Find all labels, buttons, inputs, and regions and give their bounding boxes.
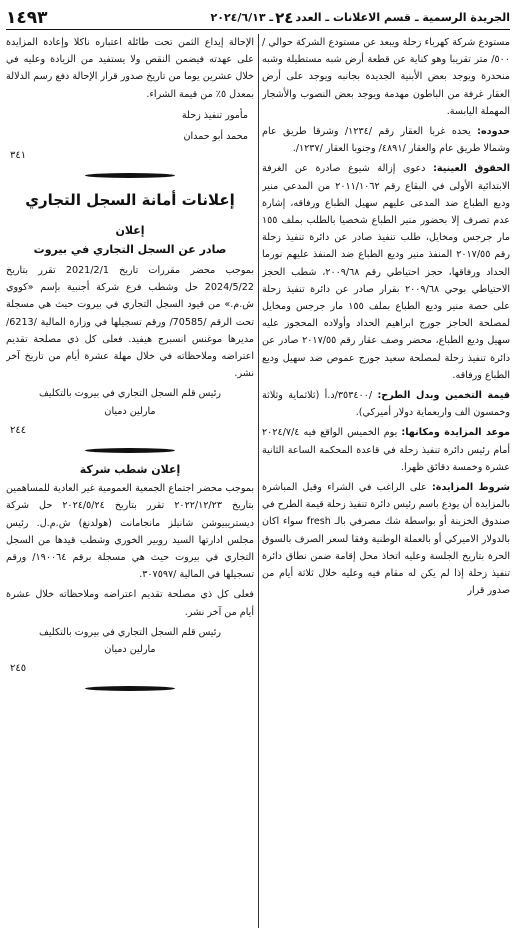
auction-date-text: يوم الخميس الواقع فيه ٢٠٢٤/٧/٤ أمام رئيس دائرة تنفيذ زحلة في قاعدة المحكمة الساعة الثانية عشرة وخمسة دقائق ظهرا. [262, 427, 510, 473]
notice-number-245: ٢٤٥ [10, 663, 27, 675]
separator-ornament [6, 168, 254, 182]
issue-number: ٢٤ [275, 8, 294, 27]
notice1-heading: إعلان [115, 223, 145, 237]
valuation-paragraph [262, 387, 510, 421]
separator-ornament [6, 682, 254, 696]
notice1-subheading: صادر عن السجل التجاري في بيروت [33, 242, 227, 256]
issue-date: ـ ٢٠٢٤/٦/١٣ [210, 11, 274, 24]
valuation-label: قيمة التخمين وبدل الطرح: [377, 390, 510, 402]
notice2-signature-title: رئيس قلم السجل التجاري في بيروت بالتكليف [38, 626, 222, 638]
left-column [6, 34, 254, 930]
notice2-heading: إعلان شطب شركة [79, 463, 181, 477]
notice2-body-objections: فعلى كل ذي مصلحة تقديم اعتراضه وملاحظاته خلال عشرة أيام من آخر نشر. [6, 589, 254, 618]
page-header [6, 6, 510, 30]
notice1-body: بموجب محضر مقررات تاريخ 2021/2/1 تقرر بتاريخ 2024/5/22 حل وشطب فرع شركة أجنبية بإسم «كووي ش.م.» من قيود السجل التجاري في بيروت حيث هي مسجلة تحت الرقم /70585/ ورقم تسجيلها في وزارة المالية /6213/ مديرها موغنس انسبرج هيفيد. فعلى كل ذي مصلحة تقديم اعتراضه وملاحظاته في خلال مهلة عشرة أيام من تاريخ آخر نشر. [6, 265, 254, 380]
execution-officer-name: محمد أبو حمدان [183, 131, 248, 143]
notice1-signature-name: مارلين دميان [104, 405, 156, 417]
execution-officer-title: مأمور تنفيذ زحلة [181, 109, 248, 121]
auction-date-label: موعد المزايدة ومكانها: [401, 427, 510, 439]
auction-date-paragraph [262, 424, 510, 476]
valuation-text: /٣٥٣٤٠٠/د.أ (ثلاثماية وثلاثة وخمسون الف واربعماية دولار أميركي). [262, 390, 510, 419]
notice2-body: بموجب محضر اجتماع الجمعية العمومية غير العادية للمساهمين بتاريخ ٢٠٢٢/١٢/٢٣ تقرر بتاريخ ٢٠٢٤/٥/٢٤ حل شركة ديستريبيوشن شانيلز مانجامانت (هولدنغ) ش.م.ل. رئيس مجلس ادارتها السيد روبير الخوري وشطب قيدها من السجل التجاري في بيروت حيث هي مسجلة برقم ١٩٠٠٦٤/ ورقم تسجيلها في المالية /٣٠٧٥٩٧. [6, 483, 254, 581]
header-title-group [211, 9, 510, 27]
section-title: إعلانات أمانة السجل التجاري [25, 191, 235, 210]
column-divider [258, 34, 259, 928]
real-rights-text: دعوى إزالة شيوع صادرة عن الغرفة الابتدائية الأولى في البقاع رقم ٢٠١١/١٠٦٢ من المدعي منير وديع الطباع ضد المدعى عليهم سهيل الطباع ورفاقه، إشارة عدم تصرف إلا بحضور منير الطباع شخصيا بالطلب بملف ١٥٥ مار جرجس ومخايل، طلب تنفيذ صادر عن دائرة تنفيذ زحلة رقم ٢٠١٧/٥٥ المنفذ منير وديع الطباع ضد المنفذ عليهم نورما الحداد ورفاقها، حجز احتياطي رقم ٢٠٠٩/٦٨، شطب الحجز الاحتياطي بوحي ٢٠٠٩/٦٨ بقرار صادر عن دائرة تنفيذ زحلة على حصة منير وديع الطباع بملف ١٥٥ مار جرجس ومخايل لمصلحة الحاجز جورج ابراهيم الحداد وأولاده المحجوز عليه سهيل وديع الطباع، محضر وصف عقار رقم ٢٠١٧/٥٥ صادر عن دائرة تنفيذ زحلة لمصلحة سعيد جورج عموص ضد سهيل وديع الطباع ورفاقه. [262, 163, 510, 381]
separator-ornament [6, 443, 254, 457]
boundaries-text: يحده غربا العقار رقم /١٢٣٤/ وشرقا طريق عام وشمالا طريق عام والعقار /٤٨٩١/ وجنوبا العقار /١٢٣٧/. [262, 126, 510, 155]
continuation-paragraph: الإحالة إيداع الثمن تحت طائلة اعتباره ناكلا وإعادة المزايدة على عهدته فيضمن النقص ولا يستفيد من الزيادة وعليه في خلال عشرين يوما من تاريخ صدور قرار الإحالة دفع رسم الدلالة بمعدل ٥٪ من قيمة الشراء. [6, 37, 254, 100]
notice2-signature-name: مارلين دميان [104, 644, 156, 656]
auction-terms-paragraph [262, 479, 510, 599]
notice-number-341: ٣٤١ [10, 150, 27, 162]
boundaries-label: حدوده: [477, 126, 510, 138]
real-rights-paragraph [262, 160, 510, 384]
boundaries-paragraph [262, 123, 510, 157]
notice-number-244: ٢٤٤ [10, 424, 27, 436]
property-description: مستودع شركة كهرباء زحلة ويبعد عن مستودع الشركة حوالي /٥٠٠/ متر تقريبا وهو كناية عن قطعة أرض شبه مستطيلة وشبه منحدرة ويوجد بعض الأبنية الجديدة بجانبه ويوجد على أرض العقار غرفة من الباطون مهدمة ويوجد بعض النصوب والأشجار المهملة اليابسة. [262, 37, 510, 117]
real-rights-label: الحقوق العينية: [433, 163, 510, 175]
auction-terms-label: شروط المزايدة: [431, 482, 510, 494]
gazette-title: الجريدة الرسمية ـ قسم الاعلانات ـ العدد [295, 11, 510, 24]
auction-terms-text: على الراغب في الشراء وقبل المباشرة بالمزايدة أن يودع باسم رئيس دائرة تنفيذ زحلة قيمة الطرح في صندوق الخزينة أو بواسطة شك مصرفي بالـ fresh سواء اكان بالدولار الاميركي أو بالعملة الوطنية وفقا لسعر الصرف بالسوق الحرة بتاريخ الجلسة وعليه اتخاذ محل إقامة ضمن نطاق دائرة تنفيذ زحلة إذا لم يكن له مقام فيه وعليه خلال ثلاثة أيام من صدور قرار [262, 482, 510, 597]
page-number: ١٤٩٣ [6, 7, 48, 28]
notice1-signature-title: رئيس قلم السجل التجاري في بيروت بالتكليف [38, 388, 222, 400]
right-column [262, 34, 510, 930]
